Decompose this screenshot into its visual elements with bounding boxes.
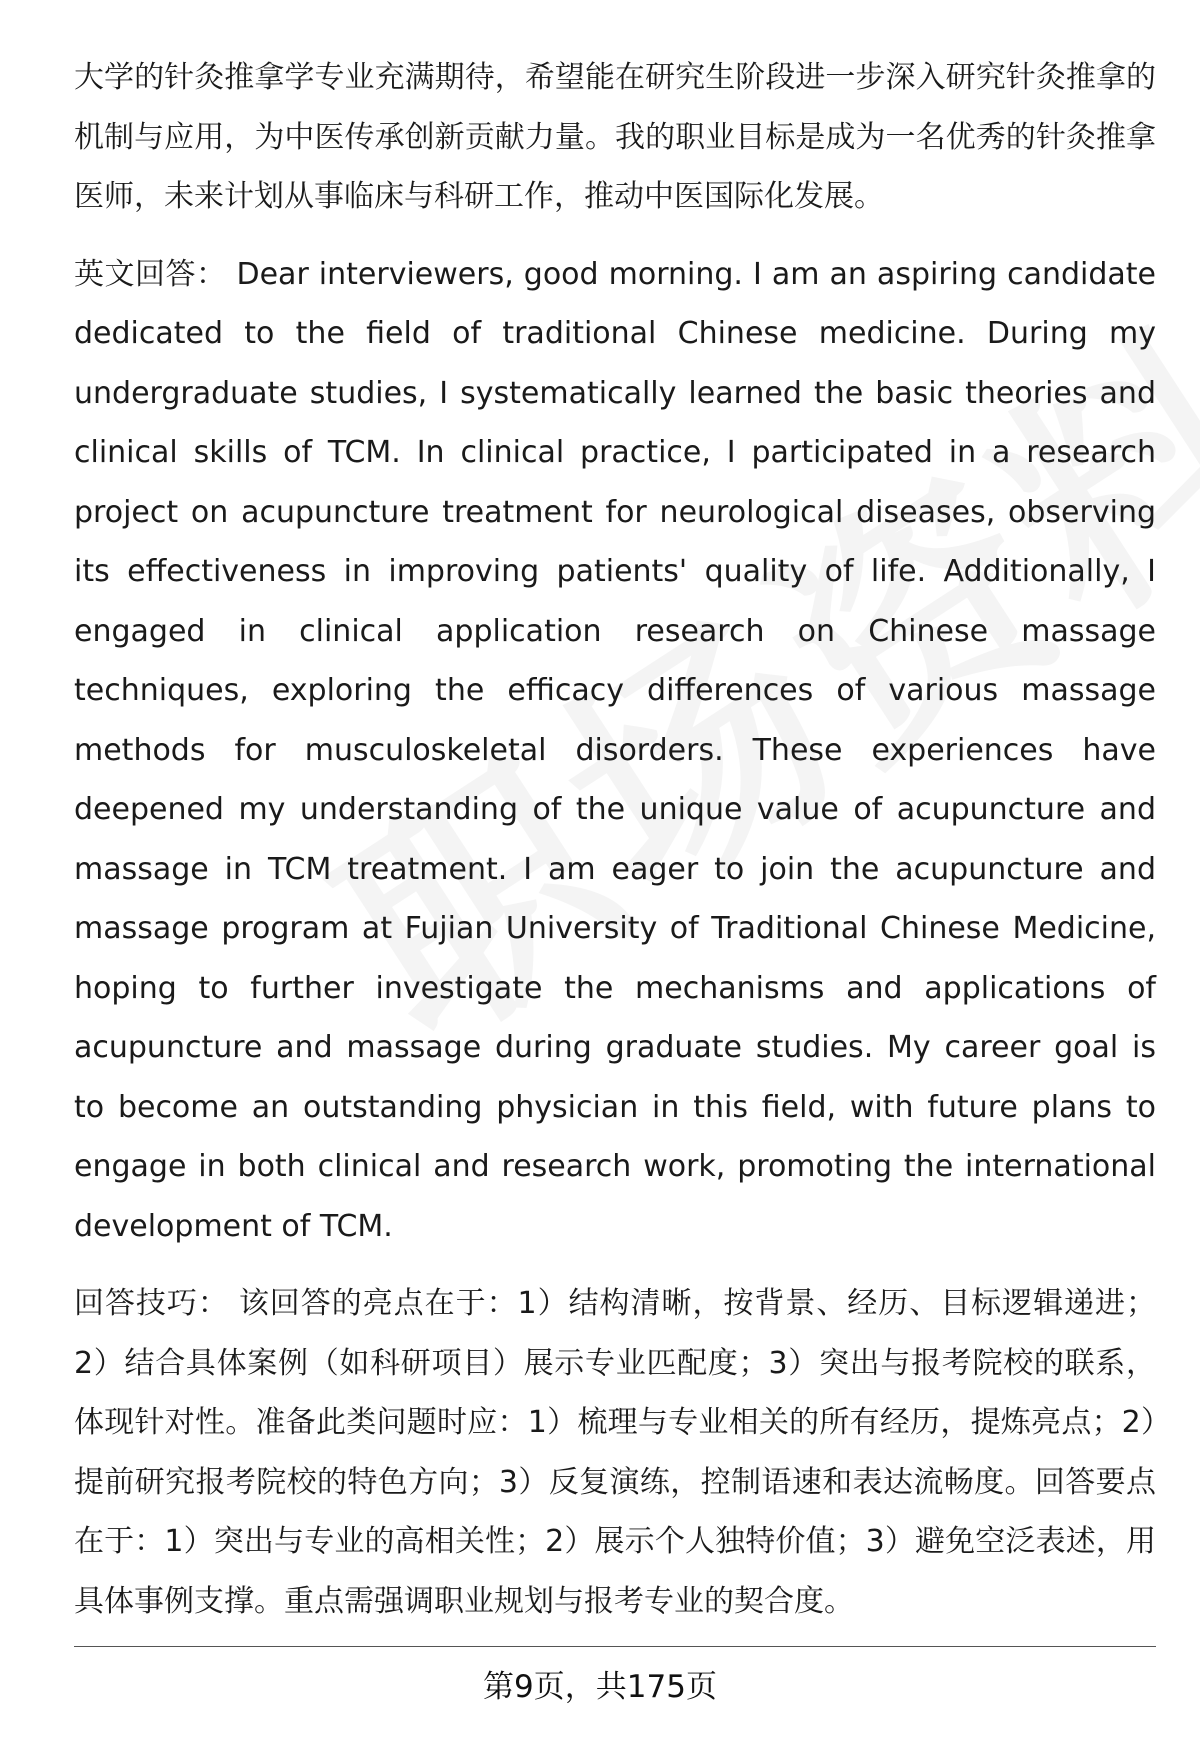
- english-answer-text: Dear interviewers, good morning. I am an aspiring candidate dedicated to the field of traditional Chinese medicine. During my undergraduate studies, I systematically learned the basic theories and clinical skills of TCM. In clinical practice, I participated in a research project on acupuncture treatment for neurological diseases, observing its effectiveness in improving patients' quality of life. Additionally, I engaged in clinical application research on Chinese massage techniques, exploring the efficacy differences of various massage methods for musculoskeletal disorders. These experiences have deepened my understanding of the unique value of acupuncture and massage in TCM treatment. I am eager to join the acupuncture and massage program at Fujian University of Traditional Chinese Medicine, hoping to further investigate the mechanisms and applications of acupuncture and massage during graduate studies. My career goal is to become an outstanding physician in this field, with future plans to engage in both clinical and research work, promoting the international development of TCM.: [74, 256, 1157, 1244]
- answer-tips-text: 该回答的亮点在于：1）结构清晰，按背景、经历、目标逻辑递进；2）结合具体案例（如科研项目）展示专业匹配度；3）突出与报考院校的联系，体现针对性。准备此类问题时应：1）梳理与专业相关的所有经历，提炼亮点；2）提前研究报考院校的特色方向；3）反复演练，控制语速和表达流畅度。回答要点在于：1）突出与专业的高相关性；2）展示个人独特价值；3）避免空泛表述，用具体事例支撑。重点需强调职业规划与报考专业的契合度。: [74, 1286, 1156, 1619]
- english-answer-label: 英文回答：: [74, 256, 227, 292]
- footer-divider: [74, 1646, 1156, 1647]
- page-number: 第9页，共175页: [483, 1669, 717, 1705]
- answer-tips-paragraph: [74, 1274, 1156, 1631]
- document-body: [74, 48, 1156, 1631]
- intro-continuation-paragraph: 大学的针灸推拿学专业充满期待，希望能在研究生阶段进一步深入研究针灸推拿的机制与应用，为中医传承创新贡献力量。我的职业目标是成为一名优秀的针灸推拿医师，未来计划从事临床与科研工作，推动中医国际化发展。: [74, 60, 1156, 214]
- answer-tips-label: 回答技巧：: [74, 1286, 229, 1321]
- english-answer-paragraph: [74, 245, 1156, 1257]
